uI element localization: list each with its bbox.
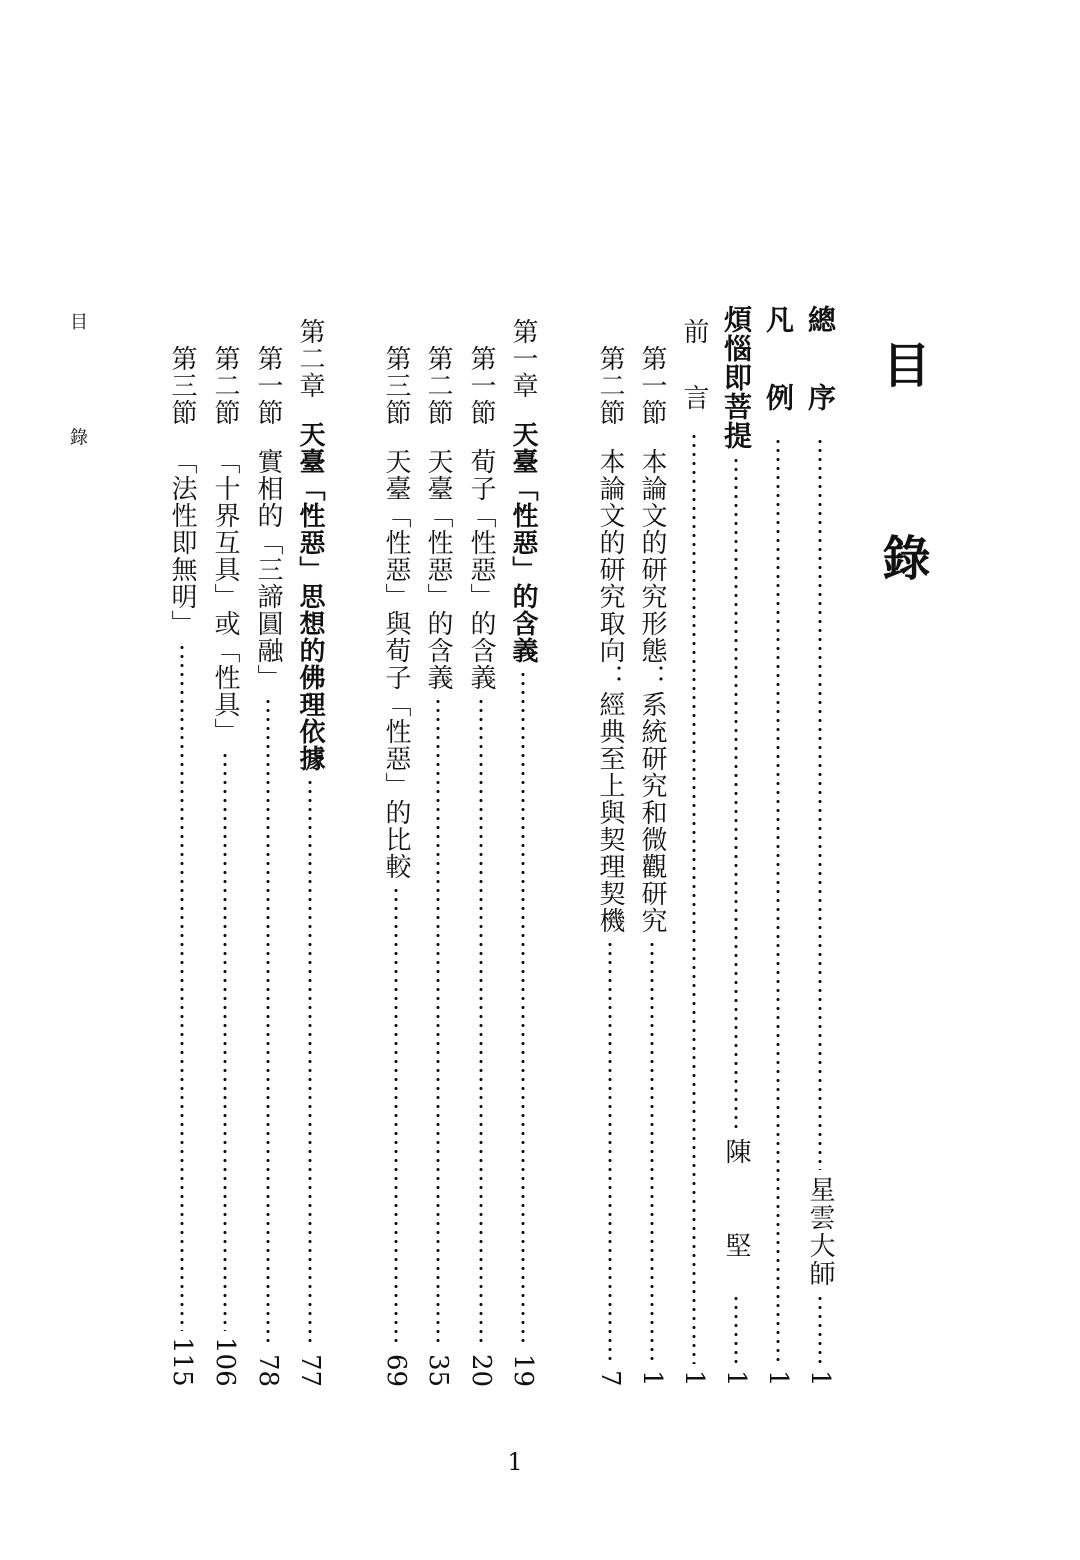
page-number: 1 — [805, 1370, 835, 1387]
page-number: 7 — [595, 1370, 625, 1387]
entry-text: 本論文的研究取向：經典至上與契理契機 — [595, 448, 625, 934]
entry-label: 第二章 — [295, 318, 325, 399]
page-number: 1 — [679, 1370, 709, 1387]
entry-text: 凡 例 — [762, 305, 795, 431]
toc-entry-chapter-1[interactable] — [503, 318, 543, 1387]
page-number: 115 — [167, 1337, 197, 1387]
toc-entry-book-title[interactable] — [716, 305, 756, 1387]
entry-text: 「十界互具」或「性具」 — [210, 448, 240, 745]
entry-text: 天臺「性惡」與荀子「性惡」的比較 — [381, 448, 411, 880]
dot-leader — [800, 437, 840, 1171]
entry-author: 陳 堅 — [721, 1138, 751, 1289]
dot-leader — [503, 670, 543, 1348]
page-number: 20 — [466, 1353, 496, 1387]
entry-text: 天臺「性惡」的含義 — [423, 448, 453, 691]
toc-entry-foreword[interactable] — [674, 318, 714, 1387]
running-header: 目 錄 — [67, 312, 88, 492]
dot-leader — [418, 697, 458, 1348]
toc-entry-chapter-2[interactable] — [290, 318, 330, 1387]
toc-entry-foreword-section-1[interactable] — [632, 345, 672, 1387]
entry-text: 本論文的研究形態：系統研究和微觀研究 — [637, 448, 667, 934]
entry-text: 荀子「性惡」的含義 — [466, 448, 496, 691]
toc-entry-foreword-section-2[interactable] — [590, 345, 630, 1387]
entry-label: 第三節 — [381, 345, 411, 426]
page-number: 106 — [210, 1337, 240, 1387]
entry-label: 第一節 — [253, 345, 283, 426]
entry-label: 第一章 — [508, 318, 538, 399]
page-number: 77 — [295, 1353, 325, 1387]
page-number: 1 — [721, 1370, 751, 1387]
dot-leader — [674, 432, 714, 1364]
dot-leader — [716, 456, 756, 1132]
page-number: 69 — [381, 1353, 411, 1387]
dot-leader — [461, 697, 501, 1348]
page-number-footer: 1 — [507, 1448, 523, 1476]
page-number: 19 — [508, 1353, 538, 1387]
toc-entry-ch2-section-3[interactable] — [162, 345, 202, 1387]
page-number: 78 — [253, 1353, 283, 1387]
entry-label: 第二節 — [423, 345, 453, 426]
entry-author: 星雲大師 — [805, 1176, 835, 1289]
toc-entry-ch2-section-2[interactable] — [205, 345, 245, 1387]
entry-text: 煩惱即菩提 — [720, 305, 753, 450]
dot-leader — [376, 886, 416, 1348]
toc-entry-ch2-section-1[interactable] — [248, 345, 288, 1387]
entry-label: 第三節 — [167, 345, 197, 426]
page-number: 35 — [423, 1353, 453, 1387]
dot-leader — [162, 643, 202, 1331]
toc-entry-ch1-section-3[interactable] — [376, 345, 416, 1387]
dot-leader — [758, 437, 798, 1365]
dot-leader — [716, 1294, 756, 1364]
entry-text: 實相的「三諦圓融」 — [253, 448, 283, 691]
dot-leader — [248, 697, 288, 1348]
dot-leader — [800, 1294, 840, 1364]
entry-label: 第二節 — [595, 345, 625, 426]
toc-entry-editorial-notes[interactable] — [758, 305, 798, 1387]
entry-text: 「法性即無明」 — [167, 448, 197, 637]
dot-leader — [632, 940, 672, 1364]
entry-label: 第一節 — [466, 345, 496, 426]
entry-text: 天臺「性惡」的含義 — [508, 421, 538, 664]
page-number: 1 — [763, 1370, 793, 1387]
toc-entry-ch1-section-2[interactable] — [418, 345, 458, 1387]
dot-leader — [290, 778, 330, 1348]
entry-label: 第一節 — [637, 345, 667, 426]
page-number: 1 — [637, 1370, 667, 1387]
toc-entry-ch1-section-1[interactable] — [461, 345, 501, 1387]
entry-text: 總 序 — [804, 305, 837, 431]
toc-title: 目 錄 — [874, 340, 930, 645]
dot-leader — [205, 751, 245, 1331]
entry-text: 前 言 — [679, 318, 709, 427]
entry-text: 天臺「性惡」思想的佛理依據 — [295, 421, 325, 772]
entry-label: 第二節 — [210, 345, 240, 426]
dot-leader — [590, 940, 630, 1364]
toc-entry-general-preface[interactable] — [800, 305, 840, 1387]
